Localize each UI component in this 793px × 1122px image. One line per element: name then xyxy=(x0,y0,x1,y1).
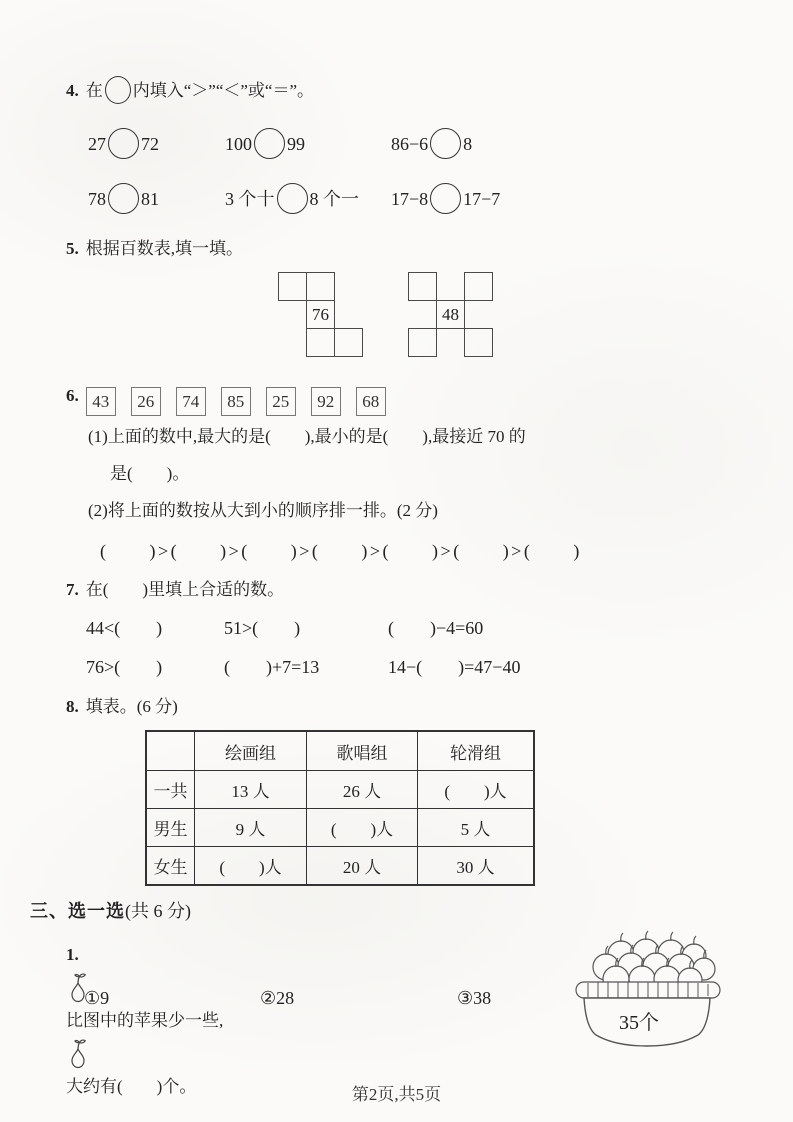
table-row xyxy=(146,771,534,809)
table-header: 轮滑组 xyxy=(418,731,535,771)
q5-number: 5. xyxy=(66,239,79,258)
q8-title xyxy=(66,692,178,722)
q7-title-text: 在( )里填上合适的数。 xyxy=(85,580,285,599)
comparison-left: 100 xyxy=(225,134,252,154)
comparison-item xyxy=(88,128,225,159)
pear-icon xyxy=(67,1038,89,1070)
q7-row-1 xyxy=(86,614,726,640)
table-cell: 26 人 xyxy=(307,771,418,809)
hundred-chart-center-cell: 48 xyxy=(436,300,465,329)
basket-rim xyxy=(576,982,720,998)
comparison-right: 99 xyxy=(287,134,305,154)
comparison-left: 3 个十 xyxy=(225,189,275,209)
q6-ordering-blanks: ( )>( )>( )>( )>( )>( )>( ) xyxy=(100,541,582,561)
table-row xyxy=(146,809,534,847)
table-header: 绘画组 xyxy=(195,731,307,771)
comparison-right: 8 xyxy=(463,134,473,154)
number-box: 26 xyxy=(131,387,161,416)
answer-circle-icon xyxy=(108,183,139,214)
number-box: 25 xyxy=(266,387,296,416)
comparison-left: 86−6 xyxy=(391,134,429,154)
fill-blank-expression: 44<( ) xyxy=(86,618,163,638)
fill-blank-expression: 76>( ) xyxy=(86,657,163,677)
q4-title xyxy=(66,76,314,106)
answer-circle-icon xyxy=(254,128,285,159)
option-3: ③38 xyxy=(457,988,492,1008)
q6-number: 6. xyxy=(66,386,79,405)
q7-row-2 xyxy=(86,653,726,679)
comparison-item xyxy=(225,128,391,159)
section3-heading-bold: 三、选一选 xyxy=(30,901,125,921)
option-1: ①9 xyxy=(84,988,110,1008)
comparison-item xyxy=(88,183,225,214)
hundred-chart-shape-2 xyxy=(408,272,494,358)
q6-number-boxes xyxy=(66,381,401,416)
q6-sub2: (2)将上面的数按从大到小的顺序排一排。(2 分) xyxy=(88,501,438,520)
q5-title-text: 根据百数表,填一填。 xyxy=(85,239,243,258)
answer-circle-icon xyxy=(430,128,461,159)
hundred-chart-shape-1 xyxy=(278,272,364,358)
comparison-right: 81 xyxy=(141,189,159,209)
number-box: 74 xyxy=(176,387,206,416)
q4-title-pre: 在 xyxy=(85,81,103,100)
q7-title xyxy=(66,575,284,605)
comparison-item xyxy=(391,183,728,214)
table-cell: 20 人 xyxy=(307,847,418,886)
table-cell: 5 人 xyxy=(418,809,535,847)
blank-cell xyxy=(464,328,493,357)
number-box: 68 xyxy=(356,387,386,416)
q8-title-text: 填表。(6 分) xyxy=(85,697,178,716)
fill-blank-expression: ( )−4=60 xyxy=(388,618,484,638)
q5-title xyxy=(66,234,243,264)
number-box: 92 xyxy=(311,387,341,416)
q4-row-1 xyxy=(88,128,728,159)
table-corner-cell xyxy=(146,731,195,771)
q4-row-2 xyxy=(88,183,728,214)
comparison-right: 72 xyxy=(141,134,159,154)
page-footer: 第2页,共5页 xyxy=(351,1085,442,1104)
answer-circle-icon xyxy=(105,76,131,104)
comparison-left: 27 xyxy=(88,134,106,154)
q1-text-a: 比图中的苹果少一些, xyxy=(66,1011,224,1030)
apple-basket-illustration xyxy=(566,929,728,1055)
blank-cell xyxy=(464,272,493,301)
table-row xyxy=(146,847,534,886)
blank-cell xyxy=(278,272,307,301)
blank-cell xyxy=(306,328,335,357)
comparison-left: 17−8 xyxy=(391,189,429,209)
q4-number: 4. xyxy=(66,81,79,100)
comparison-right: 8 个一 xyxy=(309,189,359,209)
number-box: 85 xyxy=(221,387,251,416)
table-cell: 9 人 xyxy=(195,809,307,847)
answer-circle-icon xyxy=(430,183,461,214)
section3-heading-rest: (共 6 分) xyxy=(125,901,191,921)
row-label: 女生 xyxy=(146,847,195,886)
section3-heading xyxy=(30,897,191,923)
q4-title-post: 内填入“＞”“＜”或“＝”。 xyxy=(132,81,315,100)
comparison-left: 78 xyxy=(88,189,106,209)
table-cell: ( )人 xyxy=(195,847,307,886)
table-cell: ( )人 xyxy=(418,771,535,809)
comparison-right: 17−7 xyxy=(463,189,501,209)
table-header-row xyxy=(146,731,534,771)
answer-circle-icon xyxy=(108,128,139,159)
fill-blank-expression: ( )+7=13 xyxy=(224,657,320,677)
q7-number: 7. xyxy=(66,580,79,599)
table-header: 歌唱组 xyxy=(307,731,418,771)
table-cell: ( )人 xyxy=(307,809,418,847)
fill-blank-expression: 51>( ) xyxy=(224,618,301,638)
row-label: 一共 xyxy=(146,771,195,809)
number-box: 43 xyxy=(86,387,116,416)
option-2: ②28 xyxy=(260,988,295,1008)
blank-cell xyxy=(334,328,363,357)
q1-number: 1. xyxy=(66,945,79,964)
comparison-item xyxy=(391,128,728,159)
q6-sub1-line1: (1)上面的数中,最大的是( ),最小的是( ),最接近 70 的 xyxy=(88,427,526,446)
row-label: 男生 xyxy=(146,809,195,847)
basket-count-label: 35个 xyxy=(619,1012,659,1034)
blank-cell xyxy=(306,272,335,301)
table-cell: 30 人 xyxy=(418,847,535,886)
blank-cell xyxy=(408,328,437,357)
comparison-item xyxy=(225,183,391,214)
hundred-chart-center-cell: 76 xyxy=(306,300,335,329)
q1-text-b: 大约有( )个。 xyxy=(66,1077,197,1096)
blank-cell xyxy=(408,272,437,301)
q6-sub1-line2: 是( )。 xyxy=(110,464,190,483)
q8-number: 8. xyxy=(66,697,79,716)
table-cell: 13 人 xyxy=(195,771,307,809)
fill-table xyxy=(145,730,535,886)
fill-blank-expression: 14−( )=47−40 xyxy=(388,657,521,677)
answer-circle-icon xyxy=(277,183,308,214)
